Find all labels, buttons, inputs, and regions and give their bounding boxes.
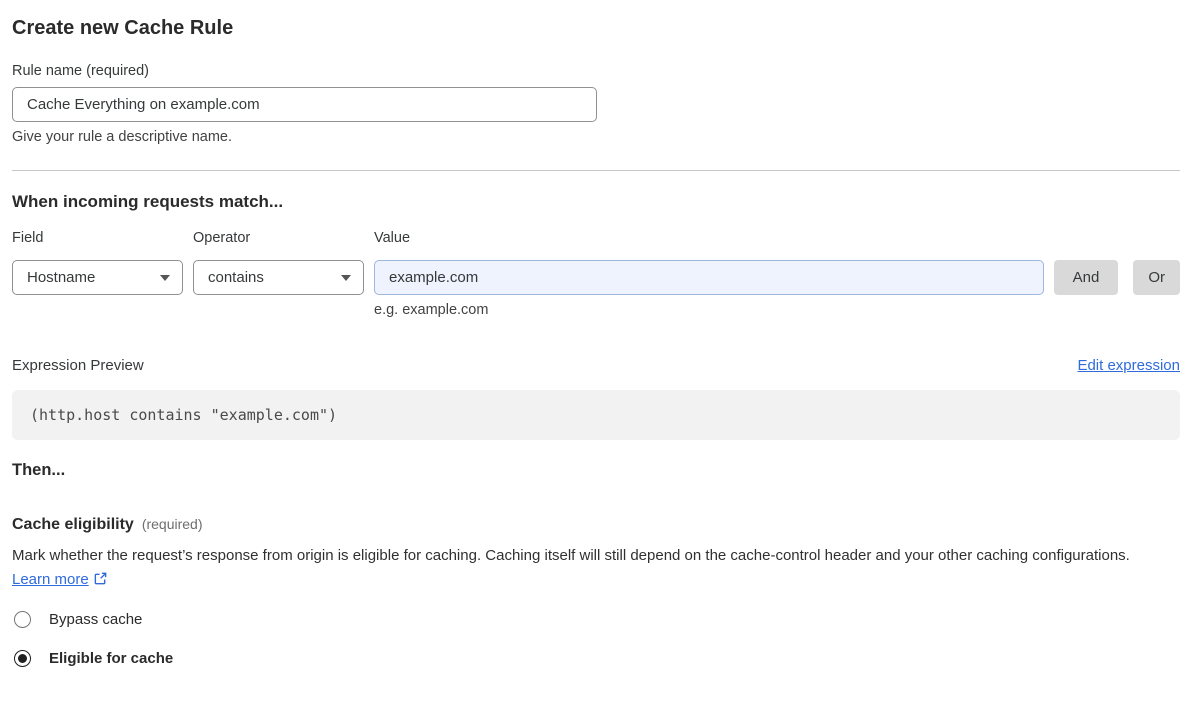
cache-eligibility-heading-row — [12, 516, 1180, 534]
radio-circle-icon[interactable] — [14, 650, 31, 667]
and-button[interactable]: And — [1054, 260, 1119, 295]
match-controls-row — [12, 260, 1180, 295]
radio-eligible-for-cache-label: Eligible for cache — [49, 650, 174, 667]
then-heading: Then... — [12, 461, 66, 479]
cache-eligibility-heading: Cache eligibility — [12, 516, 134, 533]
cache-eligibility-required-tag: (required) — [141, 516, 203, 532]
field-select-value: Hostname — [27, 269, 96, 286]
or-button[interactable]: Or — [1133, 260, 1180, 295]
create-cache-rule-page — [0, 14, 1200, 667]
radio-bypass-cache[interactable] — [12, 611, 1180, 628]
rule-name-input[interactable] — [12, 87, 597, 122]
edit-expression-link[interactable]: Edit expression — [1077, 357, 1180, 374]
rule-name-help: Give your rule a descriptive name. — [12, 129, 233, 145]
operator-select[interactable] — [193, 260, 364, 295]
cache-eligibility-description — [12, 544, 1162, 592]
field-column-label: Field — [12, 230, 44, 246]
cache-eligibility-description-text: Mark whether the request’s response from origin is eligible for caching. Caching itself will still depend on the cache-control header and your other caching configurations. — [12, 547, 1130, 564]
value-column-label: Value — [374, 230, 411, 246]
external-link-icon — [93, 571, 108, 586]
expression-preview-row — [12, 357, 1180, 374]
value-input[interactable] — [374, 260, 1044, 295]
expression-code-block — [12, 390, 1180, 440]
expression-preview-label: Expression Preview — [12, 357, 144, 374]
operator-column-label: Operator — [193, 230, 251, 246]
radio-bypass-cache-label: Bypass cache — [49, 611, 143, 628]
value-help-text: e.g. example.com — [374, 302, 489, 318]
radio-circle-icon[interactable] — [14, 611, 31, 628]
expression-code: (http.host contains "example.com") — [30, 406, 338, 424]
operator-select-value: contains — [208, 269, 264, 286]
section-divider — [12, 170, 1180, 171]
field-select[interactable] — [12, 260, 183, 295]
chevron-down-icon — [341, 275, 351, 281]
rule-name-label: Rule name (required) — [12, 63, 150, 79]
chevron-down-icon — [160, 275, 170, 281]
match-column-labels — [12, 229, 1180, 247]
page-title: Create new Cache Rule — [12, 17, 234, 39]
learn-more-link[interactable]: Learn more — [12, 571, 89, 588]
match-section-heading: When incoming requests match... — [12, 192, 284, 211]
radio-eligible-for-cache[interactable] — [12, 650, 1180, 667]
